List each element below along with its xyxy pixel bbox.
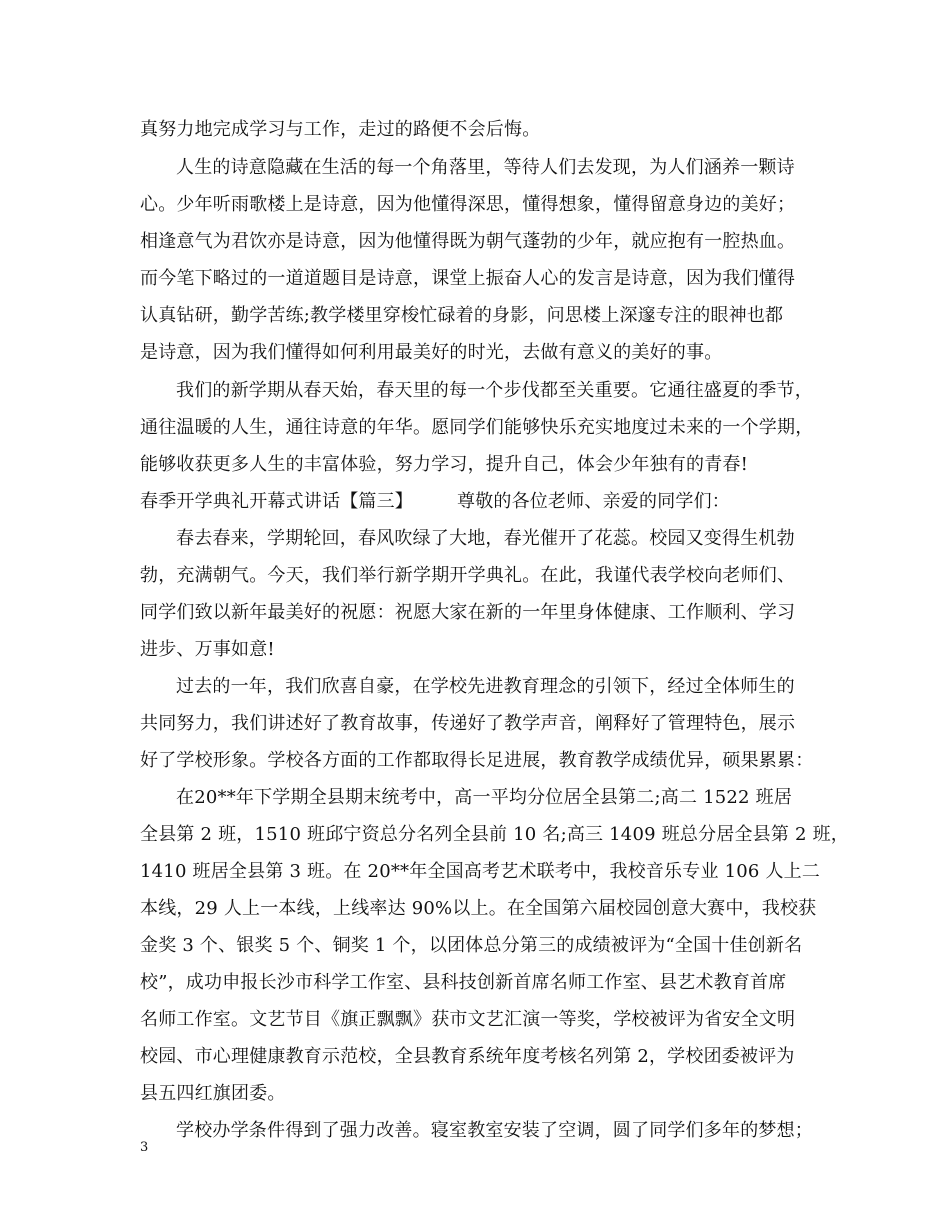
paragraph-line: 通往温暖的人生，通往诗意的年华。愿同学们能够快乐充实地度过未来的一个学期， — [140, 417, 814, 438]
paragraph-line: 我们的新学期从春天始，春天里的每一个步伐都至关重要。它通往盛夏的季节， — [176, 380, 813, 401]
paragraph-line: 校园、市心理健康教育示范校，全县教育系统年度考核名列第 2，学校团委被评为 — [140, 1046, 795, 1067]
salutation: 尊敬的各位老师、亲爱的同学们： — [457, 491, 730, 512]
paragraph-line: 好了学校形象。学校各方面的工作都取得长足进展，教育教学成绩优异，硕果累累： — [140, 750, 814, 771]
section-heading — [140, 490, 730, 514]
paragraph-line: 春去春来，学期轮回，春风吹绿了大地，春光催开了花蕊。校园又变得生机勃 — [176, 528, 795, 549]
section-title: 春季开学典礼开幕式讲话【篇三】 — [140, 491, 413, 512]
paragraph-line: 本线，29 人上一本线，上线率达 90%以上。在全国第六届校园创意大赛中，我校获 — [140, 898, 817, 919]
paragraph-line: 勃，充满朝气。今天，我们举行新学期开学典礼。在此，我谨代表学校向老师们、 — [140, 565, 796, 586]
paragraph-line: 过去的一年，我们欣喜自豪，在学校先进教育理念的引领下，经过全体师生的 — [176, 676, 795, 697]
paragraph-line: 校”，成功申报长沙市科学工作室、县科技创新首席名师工作室、县艺术教育首席 — [140, 972, 787, 993]
paragraph-line: 是诗意，因为我们懂得如何利用最美好的时光，去做有意义的美好的事。 — [140, 342, 723, 363]
paragraph-line: 1410 班居全县第 3 班。在 20**年全国高考艺术联考中，我校音乐专业 106 人上二 — [140, 861, 821, 882]
paragraph-line: 金奖 3 个、银奖 5 个、铜奖 1 个，以团体总分第三的成绩被评为“全国十佳创新名 — [140, 935, 803, 956]
paragraph-line: 人生的诗意隐藏在生活的每一个角落里，等待人们去发现，为人们涵养一颗诗 — [176, 157, 795, 178]
page-number: 3 — [140, 1140, 149, 1155]
paragraph-line: 心。少年听雨歌楼上是诗意，因为他懂得深思，懂得想象，懂得留意身边的美好； — [140, 194, 796, 215]
paragraph-line: 认真钻研，勤学苦练;教学楼里穿梭忙碌着的身影，问思楼上深邃专注的眼神也都 — [140, 305, 784, 326]
paragraph-line: 学校办学条件得到了强力改善。寝室教室安装了空调，圆了同学们多年的梦想； — [176, 1120, 813, 1141]
paragraph-line: 而今笔下略过的一道道题目是诗意，课堂上振奋人心的发言是诗意，因为我们懂得 — [140, 268, 796, 289]
paragraph-line: 全县第 2 班，1510 班邱宁资总分名列全县前 10 名;高三 1409 班总分居全县第 2 班， — [140, 824, 849, 845]
paragraph-line: 同学们致以新年最美好的祝愿：祝愿大家在新的一年里身体健康、工作顺利、学习 — [140, 602, 796, 623]
paragraph-line: 名师工作室。文艺节目《旗正飘飘》获市文艺汇演一等奖，学校被评为省安全文明 — [140, 1009, 796, 1030]
paragraph-line: 能够收获更多人生的丰富体验，努力学习，提升自己，体会少年独有的青春! — [140, 454, 749, 475]
paragraph-line: 真努力地完成学习与工作，走过的路便不会后悔。 — [140, 119, 541, 140]
paragraph-line: 在20**年下学期全县期末统考中，高一平均分位居全县第二;高二 1522 班居 — [176, 787, 793, 808]
paragraph-line: 相逢意气为君饮亦是诗意，因为他懂得既为朝气蓬勃的少年，就应抱有一腔热血。 — [140, 231, 796, 252]
paragraph-line: 县五四红旗团委。 — [140, 1083, 286, 1104]
paragraph-line: 共同努力，我们讲述好了教育故事，传递好了教学声音，阐释好了管理特色，展示 — [140, 713, 796, 734]
paragraph-line: 进步、万事如意! — [140, 639, 275, 660]
